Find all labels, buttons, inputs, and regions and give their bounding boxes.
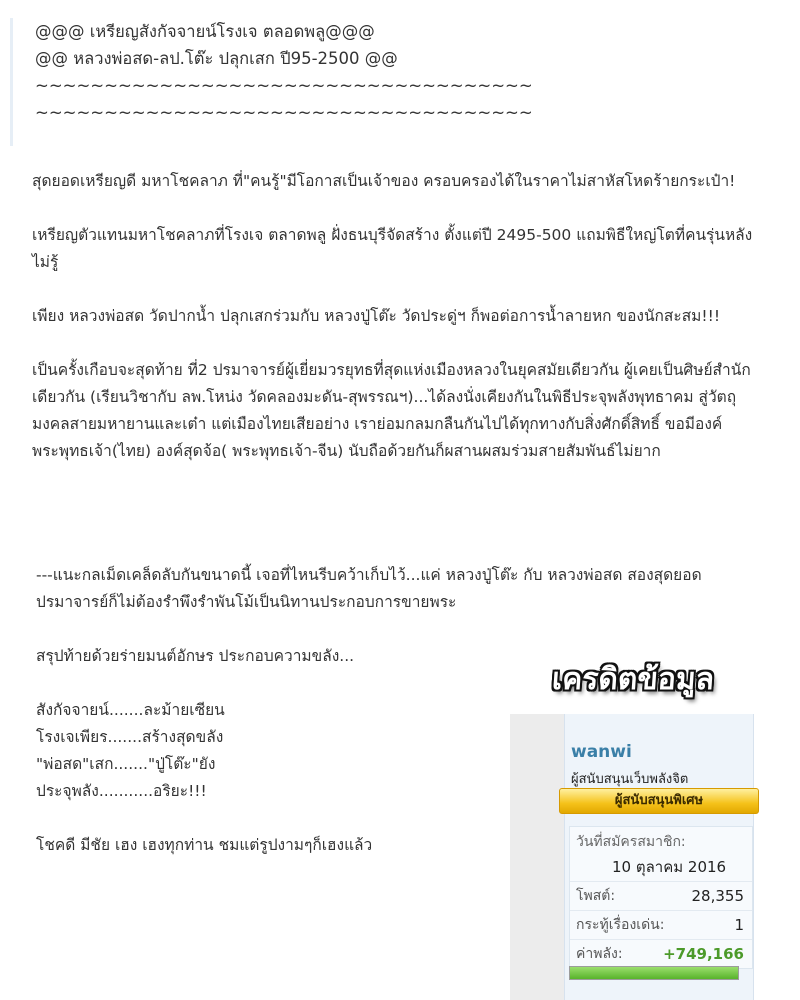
quote-divider: ~~~~~~~~~~~~~~~~~~~~~~~~~~~~~~~~~~~~ (35, 103, 533, 122)
power-value: +749,166 (663, 945, 744, 963)
paragraph: เป็นครั้งเกือบจะสุดท้าย ที่2 ปรมาจารย์ผู้เยี่ยมวรยุทธที่สุดแห่งเมืองหลวงในยุคสมัยเดียวกัน ผู้เคยเป็นศิษย์สำนักเดียวกัน (เรียนวิชากับ ลพ.โหน่ง วัดคลองมะดัน-สุพรรณฯ)...ได้ลงนั่งเคียงกันในพิธีประจุพลังพุทธาคม สู่วัตถุมงคลสายมหายานและเต๋า แต่เมืองไทยเสียอย่าง เราย่อมกลมกลืนกันไปได้ทุกทางกับสิ่งศักดิ์สิทธิ์ ขอมีองค์พระพุทธเจ้า(ไทย) องค์สุดจ้อ( พระพุทธเจ้า-จีน) นับถือด้วยกันก็ผสานผสมร่วมสายสัมพันธ์ไม่ยาก (32, 361, 751, 460)
power-label: ค่าพลัง: (576, 946, 623, 962)
quote-title: @@@ เหรียญสังกัจจายน์โรงเจ ตลอดพลู@@@ (35, 22, 375, 41)
quote-block (10, 18, 533, 146)
verse-line: สังกัจจายน์.......ละม้ายเซียน (36, 701, 225, 719)
profile-panel (564, 714, 754, 1000)
user-title: ผู้สนับสนุนเว็บพลังจิต (571, 772, 689, 787)
user-profile-card (510, 714, 754, 1000)
paragraph: เหรียญตัวแทนมหาโชคลาภที่โรงเจ ตลาดพลู ฝั่งธนบุรีจัดสร้าง ตั้งแต่ปี 2495-500 แถมพิธีใหญ่โตที่คนรุ่นหลังไม่รู้ (32, 226, 753, 271)
paragraph: เพียง หลวงพ่อสด วัดปากน้ำ ปลุกเสกร่วมกับ หลวงปู่โต๊ะ วัดประดู่ฯ ก็พอต่อการน้ำลายหก ของนักสะสม!!! (32, 307, 721, 325)
posts-value[interactable]: 28,355 (691, 887, 744, 905)
paragraph: สุดยอดเหรียญดี มหาโชคลาภ ที่"คนรู้"มีโอกาสเป็นเจ้าของ ครอบครองได้ในราคาไม่สาหัสโหดร้ายกระเป๋า! (32, 172, 736, 190)
quote-divider: ~~~~~~~~~~~~~~~~~~~~~~~~~~~~~~~~~~~~ (35, 76, 533, 95)
quote-subtitle: @@ หลวงพ่อสด-ลป.โต๊ะ ปลุกเสก ปี95-2500 @@ (35, 49, 398, 68)
power-bar-fill (570, 967, 738, 979)
featured-row (570, 911, 752, 940)
verse-line: ประจุพลัง...........อริยะ!!! (36, 782, 207, 800)
power-bar (569, 966, 739, 980)
credit-heading: เครดิตข้อมูล (550, 662, 716, 697)
verse-line: "พ่อสด"เสก......."ปู่โต๊ะ"ยัง (36, 755, 216, 773)
blessing-line: โชคดี มีชัย เฮง เฮงทุกท่าน ชมแต่รูปงามๆก็เฮงแล้ว (36, 836, 373, 854)
posts-label: โพสต์: (576, 888, 616, 904)
featured-value[interactable]: 1 (734, 916, 744, 934)
username-link[interactable]: wanwi (571, 742, 632, 762)
joined-label: วันที่สมัครสมาชิก: (576, 834, 686, 850)
post-body (32, 168, 772, 492)
featured-label: กระทู้เรื่องเด่น: (576, 917, 665, 933)
user-stats (569, 826, 753, 969)
rank-badge: ผู้สนับสนุนพิเศษ (559, 788, 759, 814)
summary-line: สรุปท้ายด้วยร่ายมนต์อักษร ประกอบความขลัง... (36, 647, 355, 665)
verse-line: โรงเจเพียร.......สร้างสุดขลัง (36, 728, 224, 746)
power-row (570, 940, 752, 968)
intro-paragraph: ---แนะกลเม็ดเคล็ดลับกันขนาดนี้ เจอที่ไหนรีบคว้าเก็บไว้...แค่ หลวงปู่โต๊ะ กับ หลวงพ่อสด สองสุดยอดปรมาจารย์ก็ไม่ต้องรำพึงรำพันโม้เป็นนิทานประกอบการขายพระ (36, 566, 702, 611)
posts-row (570, 882, 752, 911)
joined-date: 10 ตุลาคม 2016 (570, 853, 752, 882)
